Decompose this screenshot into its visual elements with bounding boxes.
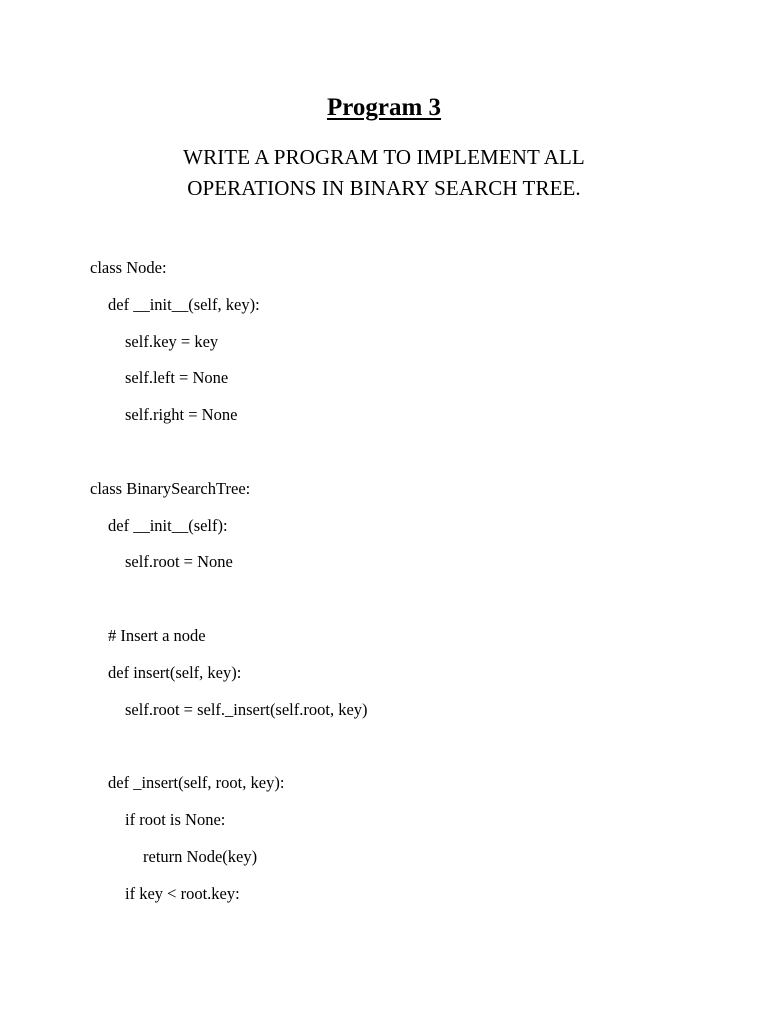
code-line: self.key = key xyxy=(125,331,219,351)
code-line: if key < root.key: xyxy=(125,883,240,903)
code-line: self.root = self._insert(self.root, key) xyxy=(125,699,368,719)
code-blank-line xyxy=(90,736,730,756)
code-comment: # Insert a node xyxy=(108,625,206,645)
code-line: self.root = None xyxy=(125,552,233,572)
code-block xyxy=(90,258,730,920)
program-title-text: Program 3 xyxy=(326,94,442,121)
program-heading xyxy=(0,142,768,204)
code-line: def insert(self, key): xyxy=(108,662,242,682)
code-line: return Node(key) xyxy=(143,846,258,866)
program-title xyxy=(0,92,768,124)
code-blank-line xyxy=(90,589,730,609)
code-line: class BinarySearchTree: xyxy=(90,478,251,498)
heading-line: OPERATIONS IN BINARY SEARCH TREE. xyxy=(187,176,581,200)
code-line: def _insert(self, root, key): xyxy=(108,773,285,793)
code-line: def __init__(self): xyxy=(108,515,228,535)
code-line: class Node: xyxy=(90,258,167,277)
code-line: self.left = None xyxy=(125,368,229,388)
code-blank-line xyxy=(90,442,730,462)
code-line: def __init__(self, key): xyxy=(108,294,260,314)
code-line: if root is None: xyxy=(125,809,226,829)
heading-line: WRITE A PROGRAM TO IMPLEMENT ALL xyxy=(183,145,585,169)
code-line: self.right = None xyxy=(125,405,238,425)
